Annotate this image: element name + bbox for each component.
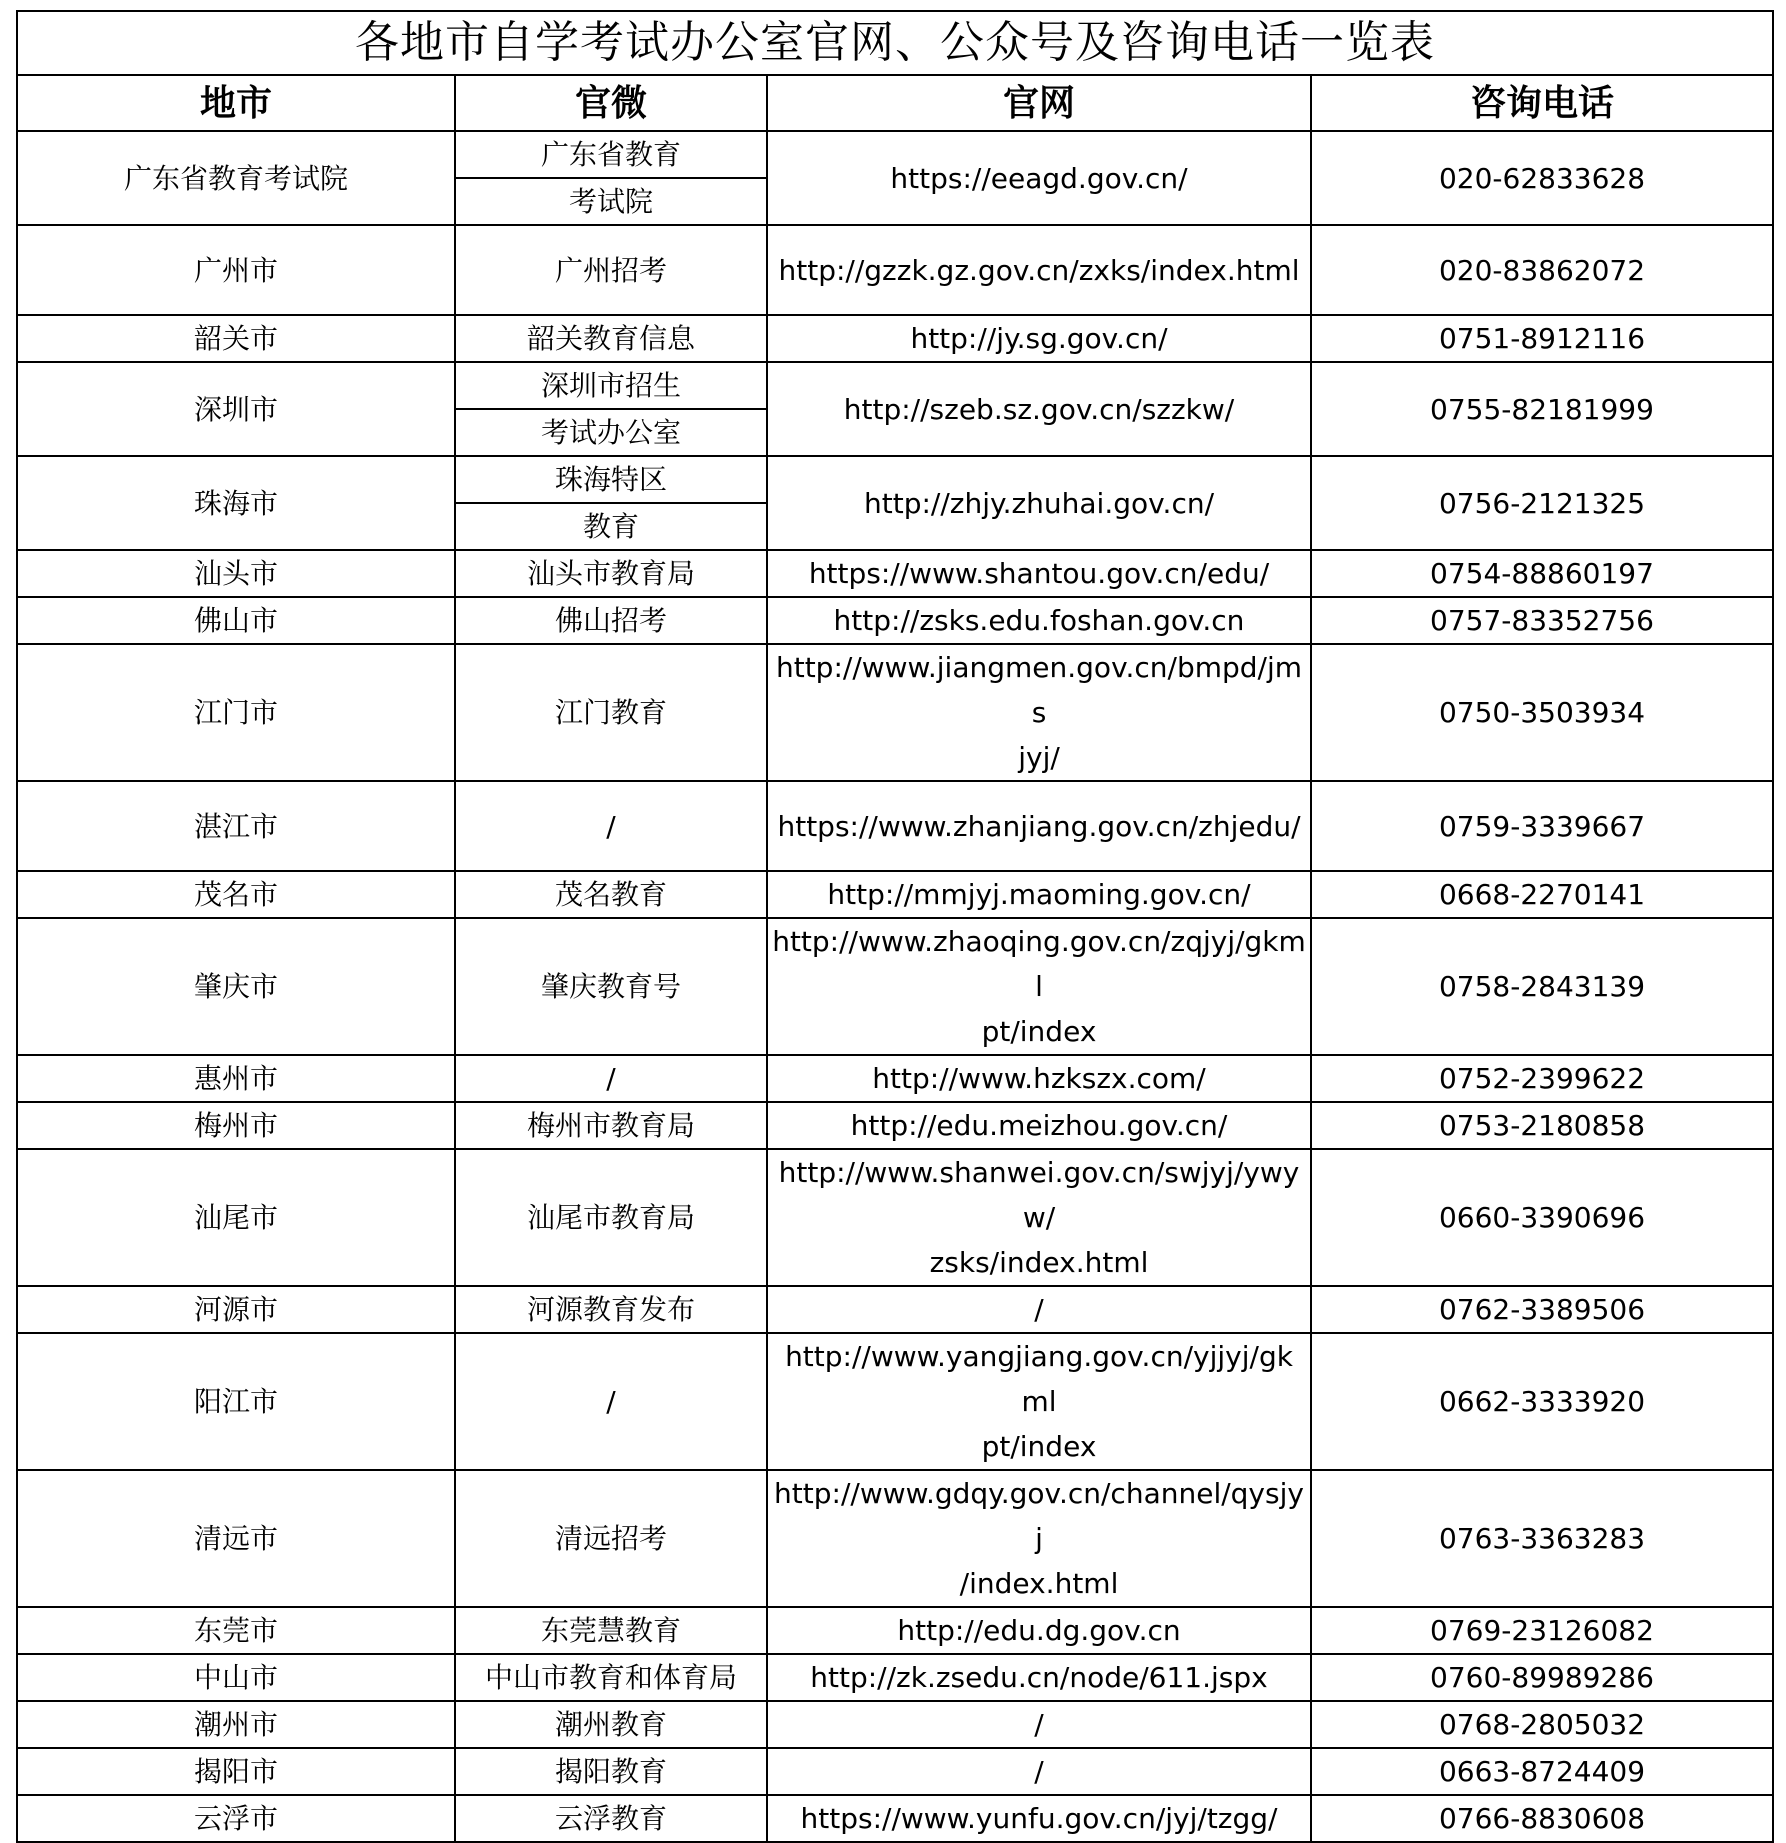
website-link[interactable]: https://www.zhanjiang.gov.cn/zhjedu/ xyxy=(767,781,1311,871)
phone-cell: 0753-2180858 xyxy=(1311,1102,1773,1149)
city-cell: 云浮市 xyxy=(17,1795,455,1842)
table-row xyxy=(17,1333,1773,1470)
website-line2: zsks/index.html xyxy=(929,1246,1149,1279)
table-row xyxy=(17,1055,1773,1102)
wechat-cell: 江门教育 xyxy=(455,644,767,781)
table-row xyxy=(17,871,1773,918)
website-link[interactable] xyxy=(767,1333,1311,1470)
wechat-cell: 茂名教育 xyxy=(455,871,767,918)
wechat-cell: 中山市教育和体育局 xyxy=(455,1654,767,1701)
phone-cell: 0757-83352756 xyxy=(1311,597,1773,644)
phone-cell: 0768-2805032 xyxy=(1311,1701,1773,1748)
website-link[interactable] xyxy=(767,644,1311,781)
table-row xyxy=(17,550,1773,597)
city-cell: 河源市 xyxy=(17,1286,455,1333)
table-row xyxy=(17,1286,1773,1333)
wechat-cell: 河源教育发布 xyxy=(455,1286,767,1333)
table-row xyxy=(17,456,1773,503)
wechat-cell: 广州招考 xyxy=(455,225,767,315)
website-line2: pt/index xyxy=(981,1015,1097,1048)
table-row xyxy=(17,1654,1773,1701)
website-line1: http://www.yangjiang.gov.cn/yjjyj/gkml xyxy=(785,1340,1293,1418)
phone-cell: 0663-8724409 xyxy=(1311,1748,1773,1795)
table-row xyxy=(17,1748,1773,1795)
website-link[interactable]: http://mmjyj.maoming.gov.cn/ xyxy=(767,871,1311,918)
wechat-cell: 佛山招考 xyxy=(455,597,767,644)
website-link[interactable]: https://www.shantou.gov.cn/edu/ xyxy=(767,550,1311,597)
website-link[interactable]: http://zhjy.zhuhai.gov.cn/ xyxy=(767,456,1311,550)
wechat-cell: 肇庆教育号 xyxy=(455,918,767,1055)
phone-cell: 0662-3333920 xyxy=(1311,1333,1773,1470)
website-line1: http://www.zhaoqing.gov.cn/zqjyj/gkml xyxy=(772,925,1306,1003)
title-row xyxy=(17,11,1773,75)
city-cell: 韶关市 xyxy=(17,315,455,362)
contact-table-sheet xyxy=(16,10,1772,1843)
phone-cell: 0660-3390696 xyxy=(1311,1149,1773,1286)
city-cell: 珠海市 xyxy=(17,456,455,550)
wechat-cell-line1: 广东省教育 xyxy=(455,131,767,178)
website-cell: / xyxy=(767,1748,1311,1795)
city-cell: 惠州市 xyxy=(17,1055,455,1102)
header-phone: 咨询电话 xyxy=(1311,75,1773,131)
city-cell: 广州市 xyxy=(17,225,455,315)
city-cell: 清远市 xyxy=(17,1470,455,1607)
wechat-cell: / xyxy=(455,1055,767,1102)
table-row xyxy=(17,131,1773,178)
city-cell: 梅州市 xyxy=(17,1102,455,1149)
header-wechat: 官微 xyxy=(455,75,767,131)
city-cell: 茂名市 xyxy=(17,871,455,918)
phone-cell: 0766-8830608 xyxy=(1311,1795,1773,1842)
website-line1: http://www.jiangmen.gov.cn/bmpd/jms xyxy=(775,651,1303,729)
phone-cell: 0762-3389506 xyxy=(1311,1286,1773,1333)
wechat-cell: 汕尾市教育局 xyxy=(455,1149,767,1286)
city-cell: 阳江市 xyxy=(17,1333,455,1470)
city-cell: 汕头市 xyxy=(17,550,455,597)
phone-cell: 0769-23126082 xyxy=(1311,1607,1773,1654)
phone-cell: 0750-3503934 xyxy=(1311,644,1773,781)
website-link[interactable]: http://edu.meizhou.gov.cn/ xyxy=(767,1102,1311,1149)
wechat-cell: 潮州教育 xyxy=(455,1701,767,1748)
city-cell: 肇庆市 xyxy=(17,918,455,1055)
city-cell: 湛江市 xyxy=(17,781,455,871)
contact-table xyxy=(16,10,1774,1843)
phone-cell: 020-83862072 xyxy=(1311,225,1773,315)
table-row xyxy=(17,1701,1773,1748)
wechat-cell: 汕头市教育局 xyxy=(455,550,767,597)
website-link[interactable]: http://www.hzkszx.com/ xyxy=(767,1055,1311,1102)
wechat-cell: 梅州市教育局 xyxy=(455,1102,767,1149)
phone-cell: 0760-89989286 xyxy=(1311,1654,1773,1701)
website-line2: pt/index xyxy=(981,1430,1097,1463)
city-cell: 江门市 xyxy=(17,644,455,781)
website-cell: / xyxy=(767,1286,1311,1333)
table-row xyxy=(17,225,1773,315)
header-row xyxy=(17,75,1773,131)
website-link[interactable]: http://edu.dg.gov.cn xyxy=(767,1607,1311,1654)
phone-cell: 0752-2399622 xyxy=(1311,1055,1773,1102)
table-row xyxy=(17,1470,1773,1607)
table-row xyxy=(17,644,1773,781)
city-cell: 东莞市 xyxy=(17,1607,455,1654)
wechat-cell: 揭阳教育 xyxy=(455,1748,767,1795)
wechat-cell-line2: 考试办公室 xyxy=(455,409,767,456)
wechat-cell-line2: 考试院 xyxy=(455,178,767,225)
table-title: 各地市自学考试办公室官网、公众号及咨询电话一览表 xyxy=(17,11,1773,75)
website-link[interactable]: http://zsks.edu.foshan.gov.cn xyxy=(767,597,1311,644)
wechat-cell: 东莞慧教育 xyxy=(455,1607,767,1654)
header-website: 官网 xyxy=(767,75,1311,131)
city-cell: 佛山市 xyxy=(17,597,455,644)
phone-cell: 0751-8912116 xyxy=(1311,315,1773,362)
table-row xyxy=(17,1149,1773,1286)
website-link[interactable] xyxy=(767,1149,1311,1286)
website-link[interactable] xyxy=(767,918,1311,1055)
city-cell: 中山市 xyxy=(17,1654,455,1701)
table-row xyxy=(17,597,1773,644)
wechat-cell: / xyxy=(455,781,767,871)
website-line1: http://www.gdqy.gov.cn/channel/qysjyj xyxy=(774,1477,1304,1555)
table-row xyxy=(17,918,1773,1055)
phone-cell: 0755-82181999 xyxy=(1311,362,1773,456)
table-row xyxy=(17,362,1773,409)
city-cell: 潮州市 xyxy=(17,1701,455,1748)
phone-cell: 0668-2270141 xyxy=(1311,871,1773,918)
wechat-cell-line1: 深圳市招生 xyxy=(455,362,767,409)
wechat-cell-line2: 教育 xyxy=(455,503,767,550)
table-row xyxy=(17,1607,1773,1654)
wechat-cell: 云浮教育 xyxy=(455,1795,767,1842)
website-line2: jyj/ xyxy=(1018,741,1060,774)
phone-cell: 0759-3339667 xyxy=(1311,781,1773,871)
city-cell: 深圳市 xyxy=(17,362,455,456)
website-cell: / xyxy=(767,1701,1311,1748)
wechat-cell: 清远招考 xyxy=(455,1470,767,1607)
website-link[interactable]: https://eeagd.gov.cn/ xyxy=(767,131,1311,225)
phone-cell: 0763-3363283 xyxy=(1311,1470,1773,1607)
website-link[interactable]: http://gzzk.gz.gov.cn/zxks/index.html xyxy=(767,225,1311,315)
website-link[interactable] xyxy=(767,1470,1311,1607)
phone-cell: 020-62833628 xyxy=(1311,131,1773,225)
wechat-cell: 韶关教育信息 xyxy=(455,315,767,362)
header-city: 地市 xyxy=(17,75,455,131)
phone-cell: 0758-2843139 xyxy=(1311,918,1773,1055)
website-line1: http://www.shanwei.gov.cn/swjyj/ywyw/ xyxy=(778,1156,1300,1234)
website-line2: /index.html xyxy=(959,1567,1119,1600)
phone-cell: 0756-2121325 xyxy=(1311,456,1773,550)
website-link[interactable]: https://www.yunfu.gov.cn/jyj/tzgg/ xyxy=(767,1795,1311,1842)
city-cell: 汕尾市 xyxy=(17,1149,455,1286)
wechat-cell: / xyxy=(455,1333,767,1470)
table-row xyxy=(17,1795,1773,1842)
table-row xyxy=(17,315,1773,362)
city-cell: 揭阳市 xyxy=(17,1748,455,1795)
table-row xyxy=(17,781,1773,871)
website-link[interactable]: http://szeb.sz.gov.cn/szzkw/ xyxy=(767,362,1311,456)
website-link[interactable]: http://jy.sg.gov.cn/ xyxy=(767,315,1311,362)
phone-cell: 0754-88860197 xyxy=(1311,550,1773,597)
website-link[interactable]: http://zk.zsedu.cn/node/611.jspx xyxy=(767,1654,1311,1701)
wechat-cell-line1: 珠海特区 xyxy=(455,456,767,503)
city-cell: 广东省教育考试院 xyxy=(17,131,455,225)
table-row xyxy=(17,1102,1773,1149)
